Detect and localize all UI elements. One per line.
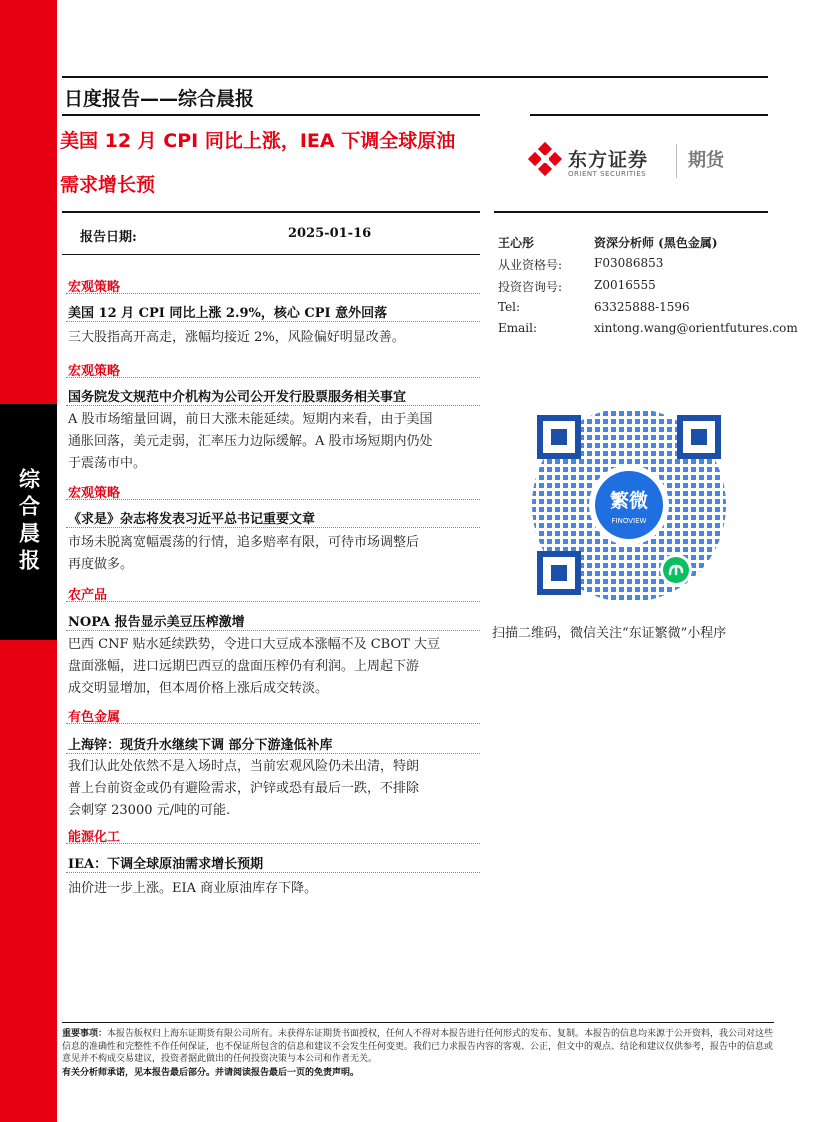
logo-separator <box>676 144 677 178</box>
body-line: 盘面涨幅，进口远期巴西豆的盘面压榨仍有利润。上周起下游 <box>68 659 420 674</box>
section-tag: 宏观策略 <box>68 486 121 501</box>
section-title: IEA：下调全球原油需求增长预期 <box>68 857 264 872</box>
body-line: 成交明显增加，但本周价格上涨后成交转淡。 <box>68 681 329 696</box>
side-tab <box>0 404 57 640</box>
section-tag: 宏观策略 <box>68 280 121 295</box>
disclaimer <box>62 1028 774 1066</box>
headline-line-1: 美国 12 月 CPI 同比上涨，IEA 下调全球原油 <box>60 130 456 152</box>
report-date-value: 2025-01-16 <box>288 226 372 241</box>
top-rule <box>62 76 768 78</box>
body-line: 会刺穿 23000 元/吨的可能. <box>68 803 231 818</box>
section-divider <box>66 377 480 378</box>
body-line: 于震荡市中。 <box>68 456 147 471</box>
body-line: 三大股指高开高走，涨幅均接近 2%，风险偏好明显改善。 <box>68 330 405 345</box>
section-divider <box>66 293 480 294</box>
section-divider <box>66 872 480 873</box>
section-divider <box>66 321 480 322</box>
section-divider <box>66 723 480 724</box>
logo-name: 东方证券 <box>568 149 649 171</box>
section-divider <box>66 843 480 844</box>
report-type: 日度报告——综合晨报 <box>64 88 255 110</box>
section-title: 美国 12 月 CPI 同比上涨 2.9%，核心 CPI 意外回落 <box>68 306 388 321</box>
qr-code <box>530 402 728 608</box>
analyst-note: 有关分析师承诺，见本报告最后部分。并请阅读报告最后一页的免责声明。 <box>62 1068 360 1078</box>
section-body <box>68 409 480 475</box>
body-line: 普上台前资金或仍有避险需求，沪锌或恐有最后一跌，不排除 <box>68 781 420 796</box>
body-line: 油价进一步上涨。EIA 商业原油库存下降。 <box>68 881 318 896</box>
analyst-title: 资深分析师 (黑色金属) <box>594 236 718 250</box>
section-divider <box>66 499 480 500</box>
analyst-row-label: 投资咨询号: <box>498 280 563 294</box>
analyst-row-value: 63325888-1596 <box>594 300 690 314</box>
section-body <box>68 532 480 576</box>
section-body <box>68 878 480 900</box>
body-line: 市场未脱离宽幅震荡的行情，追多赔率有限，可待市场调整后 <box>68 535 420 550</box>
section-divider <box>66 630 480 631</box>
footer-rule <box>62 1022 774 1023</box>
section-tag: 农产品 <box>68 588 108 603</box>
analyst-row-value: F03086853 <box>594 256 664 270</box>
qr-center-sub: FINOVIEW <box>611 517 647 525</box>
disclaimer-label: 重要事项： <box>62 1029 108 1039</box>
body-line: A 股市场缩量回调，前日大涨未能延续。短期内来看，由于美国 <box>68 412 433 427</box>
analyst-name: 王心彤 <box>498 236 535 250</box>
body-line: 我们认此处依然不是入场时点，当前宏观风险仍未出清，特朗 <box>68 759 420 774</box>
analyst-row-label: Email: <box>498 321 538 335</box>
section-body <box>68 756 480 822</box>
section-body <box>68 327 480 349</box>
section-title: NOPA 报告显示美豆压榨激增 <box>68 615 245 630</box>
logo-rule <box>530 114 768 116</box>
analyst-row-value: Z0016555 <box>594 278 656 292</box>
report-date-label: 报告日期: <box>80 230 137 245</box>
section-divider <box>66 753 480 754</box>
qr-caption: 扫描二维码，微信关注“东证繁微”小程序 <box>492 626 727 641</box>
analyst-email[interactable]: xintong.wang@orientfutures.com <box>594 321 798 335</box>
analyst-row-label: Tel: <box>498 300 521 314</box>
section-body <box>68 634 480 700</box>
date-rule <box>62 254 480 255</box>
section-tag: 有色金属 <box>68 710 121 725</box>
logo-name-en: ORIENT SECURITIES <box>568 170 647 178</box>
section-title: 《求是》杂志将发表习近平总书记重要文章 <box>68 512 316 527</box>
section-tag: 宏观策略 <box>68 364 121 379</box>
analyst-rule <box>494 211 768 213</box>
headline-rule <box>62 211 480 213</box>
analyst-row-label: 从业资格号: <box>498 258 563 272</box>
title-rule <box>62 114 480 116</box>
disclaimer-text: 本报告版权归上海东证期货有限公司所有。未获得东证期货书面授权，任何人不得对本报告进行任何形式的发布、复制。本报告的信息均来源于公开资料，我公司对这些信息的准确性和完整性不作任何保证，也不保证所包含的信息和建议不会发生任何变更。我们已力求报告内容的客观、公正，但文中的观点、结论和建议仅供参考，报告中的信息或意见并不构成交易建议，投资者据此做出的任何投资决策与本公司和作者无关。 <box>62 1029 774 1064</box>
body-line: 通胀回落，美元走弱，汇率压力边际缓解。A 股市场短期内仍处 <box>68 434 433 449</box>
side-tab-label: 综合晨报 <box>16 468 41 576</box>
logo-sub: 期货 <box>688 150 724 171</box>
headline-line-2: 需求增长预 <box>60 174 156 196</box>
section-tag: 能源化工 <box>68 830 121 845</box>
section-title: 上海锌：现货升水继续下调 部分下游逢低补库 <box>68 738 333 753</box>
section-divider <box>66 405 480 406</box>
section-divider <box>66 601 480 602</box>
body-line: 巴西 CNF 贴水延续跌势，令进口大豆成本涨幅不及 CBOT 大豆 <box>68 637 440 652</box>
qr-center-text: 繁微 <box>609 490 649 512</box>
section-title: 国务院发文规范中介机构为公司公开发行股票服务相关事宜 <box>68 390 407 405</box>
body-line: 再度做多。 <box>68 557 134 572</box>
section-divider <box>66 527 480 528</box>
